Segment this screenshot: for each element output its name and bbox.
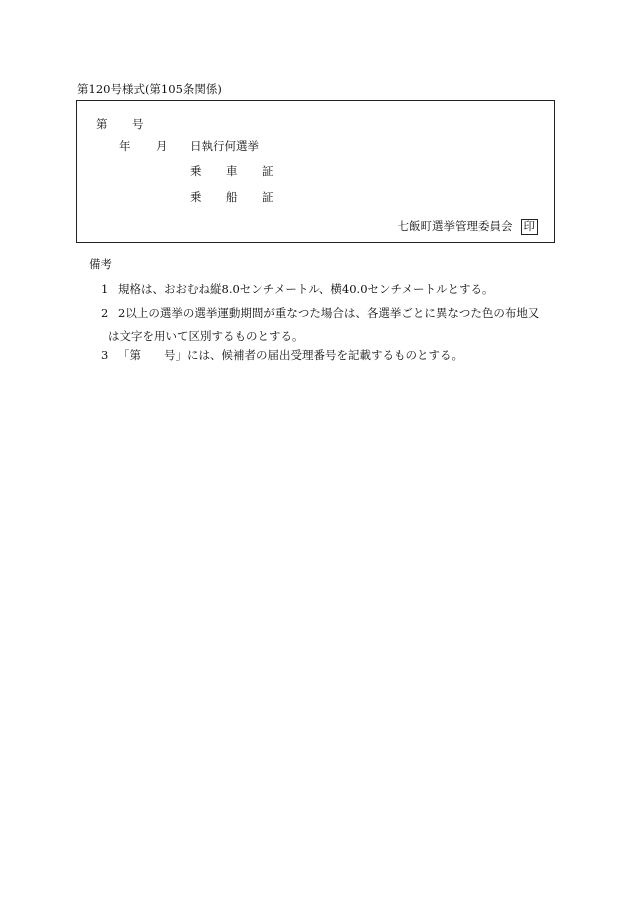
- vehicle-mid: 車: [226, 164, 238, 178]
- form-title: 第120号様式(第105条関係): [77, 82, 222, 96]
- issuer-line: [398, 219, 539, 235]
- remark-2-continuation: は文字を用いて区別するものとする。: [108, 329, 304, 343]
- seal-mark: 印: [521, 219, 539, 235]
- issuer-name: 七飯町選挙管理委員会: [397, 219, 513, 233]
- number-suffix: 号: [132, 117, 144, 131]
- date-year: 年: [119, 139, 131, 153]
- vehicle-prefix: 乗: [190, 164, 202, 178]
- date-month: 月: [156, 139, 168, 153]
- form-box: [76, 100, 555, 243]
- ship-suffix: 証: [262, 190, 274, 204]
- number-label: 第: [96, 117, 108, 131]
- remarks-heading: 備考: [89, 257, 112, 271]
- ship-prefix: 乗: [190, 190, 202, 204]
- remark-1-number: 1: [101, 282, 109, 296]
- remark-3-text: 「第 号」には、候補者の届出受理番号を記載するものとする。: [118, 348, 463, 362]
- remark-2-text: 2以上の選挙の選挙運動期間が重なつた場合は、各選挙ごとに異なつた色の布地又: [118, 306, 540, 320]
- ship-mid: 船: [226, 190, 238, 204]
- vehicle-suffix: 証: [262, 164, 274, 178]
- remark-2-number: 2: [101, 306, 109, 320]
- date-day-election: 日執行何選挙: [190, 139, 259, 153]
- remark-1-text: 規格は、おおむね縦8.0センチメートル、横40.0センチメートルとする。: [118, 282, 494, 296]
- remark-3-number: 3: [101, 348, 109, 362]
